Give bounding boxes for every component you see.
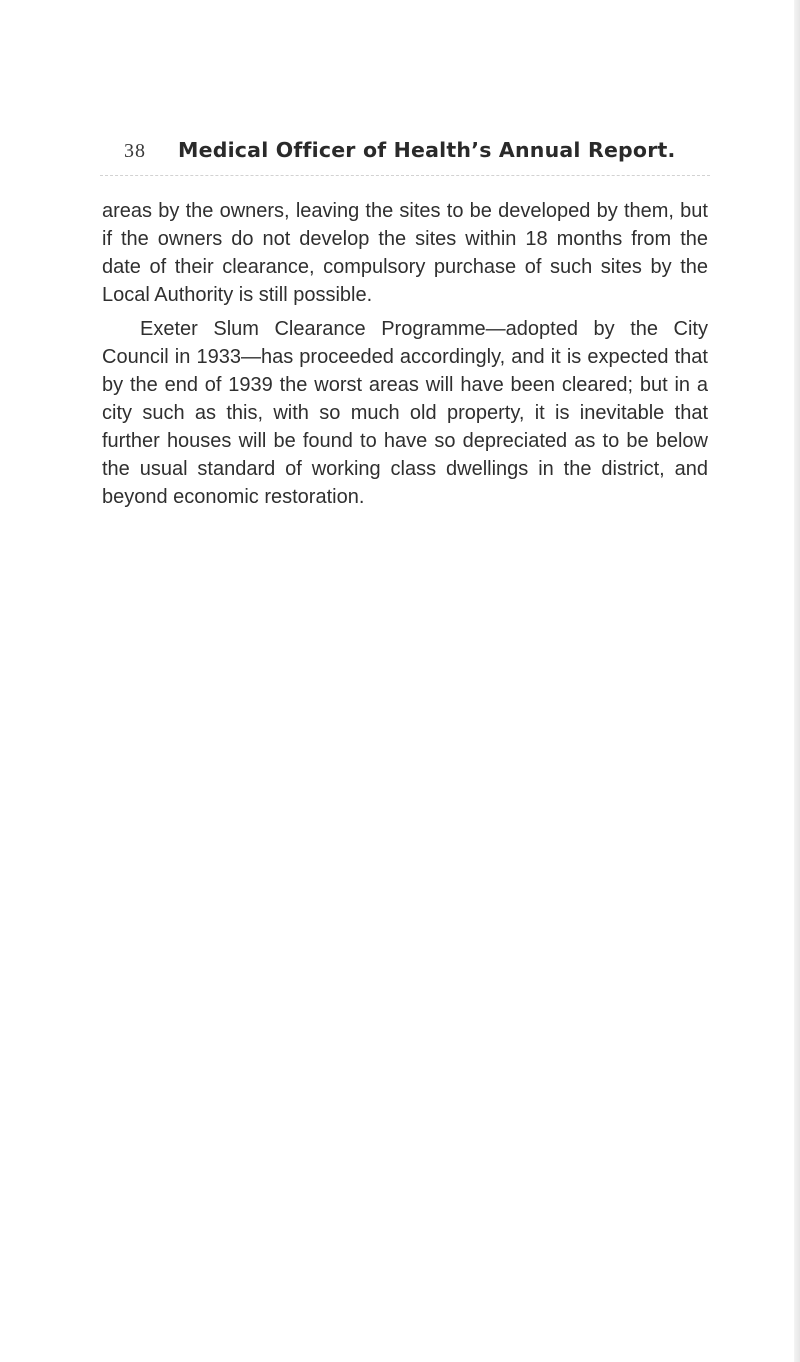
body-text [102, 197, 708, 511]
running-head-title: Medical Officer of Health’s Annual Report. [178, 138, 676, 162]
paragraph-continuation: areas by the owners, leaving the sites to be developed by them, but if the owners do not develop the sites within 18 months from the date of their clearance, compulsory purchase of such sites by the Local Authority is still possible. [102, 200, 708, 306]
page-number: 38 [124, 140, 146, 162]
page-edge-shadow [794, 0, 800, 1362]
paragraph-slum-clearance: Exeter Slum Clearance Programme—adopted by the City Council in 1933—has proceeded accordingly, and it is expected that by the end of 1939 the worst areas will have been cleared; but in a city such as this, with so much old property, it is inevitable that further houses will be found to have so depreciated as to be below the usual standard of working class dwellings in the district, and beyond economic restoration. [102, 318, 708, 508]
header-rule [100, 175, 710, 176]
page-header [124, 140, 704, 170]
